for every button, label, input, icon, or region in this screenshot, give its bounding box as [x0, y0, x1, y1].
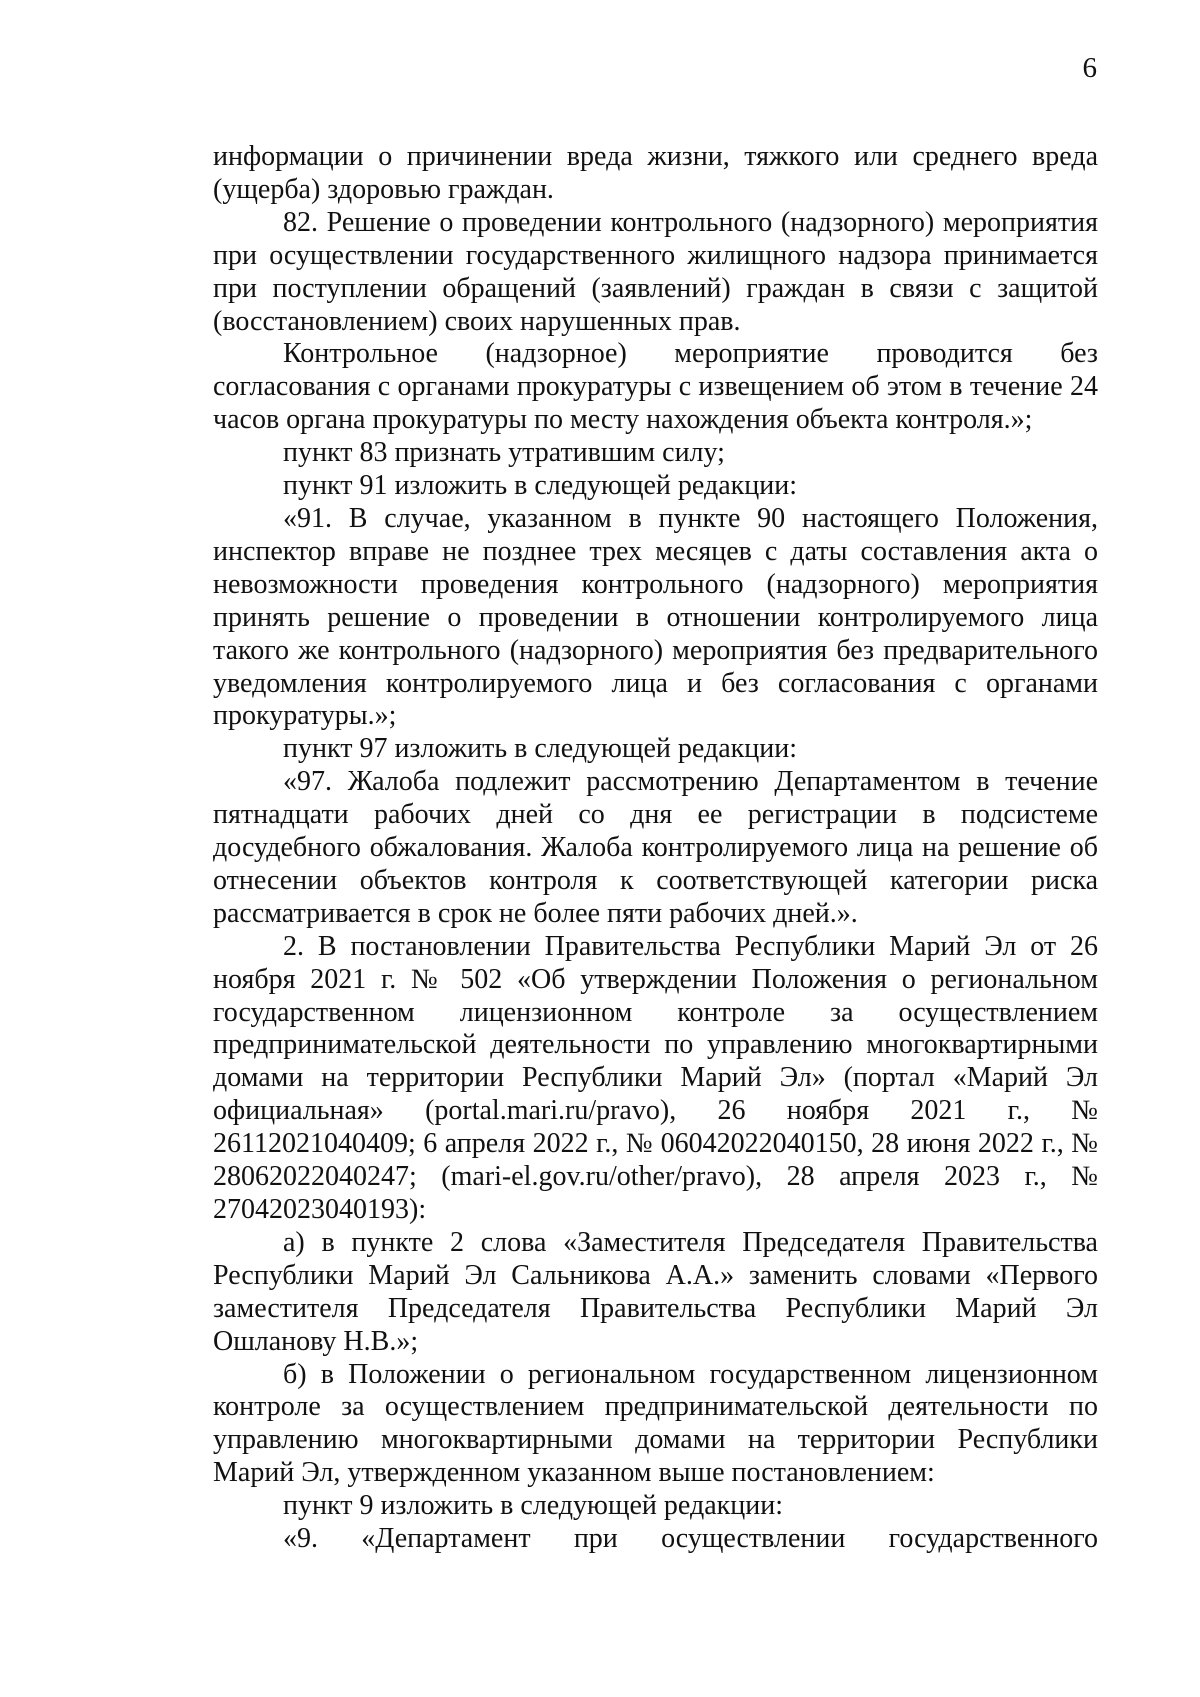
paragraph-12: пункт 9 изложить в следующей редакции: — [283, 1490, 783, 1522]
paragraph-4: пункт 83 признать утратившим силу; — [283, 437, 725, 469]
paragraph-9: 2. В постановлении Правительства Республики Марий Эл от 26 ноября 2021 г. № 502 «Об утверждении Положения о региональном государственном лицензионном контроле за осуществлением предпринимательской деятельности по управлению многоквартирными домами на территории Республики Марий Эл» (портал «Марий Эл официальная» (portal.mari.ru/pravo), 26 ноября 2021 г., № 26112021040409; 6 апреля 2022 г., № 06042022040150, 28 июня 2022 г., № 28062022040247; (mari-el.gov.ru/other/pravo), 28 апреля 2023 г., № 27042023040193): — [213, 930, 1098, 1225]
paragraph-1: информации о причинении вреда жизни, тяжкого или среднего вреда (ущерба) здоровью граждан. — [213, 141, 1098, 205]
paragraph-7: пункт 97 изложить в следующей редакции: — [283, 733, 797, 765]
paragraph-8: «97. Жалоба подлежит рассмотрению Департаментом в течение пятнадцати рабочих дней со дня ее регистрации в подсистеме досудебного обжалования. Жалоба контролируемого лица на решение об отнесении объектов контроля к соответствующей категории риска рассматривается в срок не более пяти рабочих дней.». — [213, 766, 1098, 929]
page-number: 6 — [1082, 52, 1097, 84]
document-body — [213, 141, 1098, 1556]
paragraph-3: Контрольное (надзорное) мероприятие проводится без согласования с органами прокуратуры с извещением об этом в течение 24 часов органа прокуратуры по месту нахождения объекта контроля.»; — [213, 338, 1098, 436]
paragraph-5: пункт 91 изложить в следующей редакции: — [283, 470, 797, 502]
paragraph-2: 82. Решение о проведении контрольного (надзорного) мероприятия при осуществлении государственного жилищного надзора принимается при поступлении обращений (заявлений) граждан в связи с защитой (восстановлением) своих нарушенных прав. — [213, 206, 1098, 337]
paragraph-6: «91. В случае, указанном в пункте 90 настоящего Положения, инспектор вправе не позднее трех месяцев с даты составления акта о невозможности проведения контрольного (надзорного) мероприятия принять решение о проведении в отношении контролируемого лица такого же контрольного (надзорного) мероприятия без предварительного уведомления контролируемого лица и без согласования с органами прокуратуры.»; — [213, 502, 1098, 732]
paragraph-10: а) в пункте 2 слова «Заместителя Председателя Правительства Республики Марий Эл Сальникова А.А.» заменить словами «Первого заместителя Председателя Правительства Республики Марий Эл Ошланову Н.В.»; — [213, 1226, 1098, 1357]
paragraph-13: «9. «Департамент при осуществлении государственного — [283, 1523, 1098, 1555]
paragraph-11: б) в Положении о региональном государственном лицензионном контроле за осуществлением предпринимательской деятельности по управлению многоквартирными домами на территории Республики Марий Эл, утвержденном указанном выше постановлением: — [213, 1358, 1098, 1489]
